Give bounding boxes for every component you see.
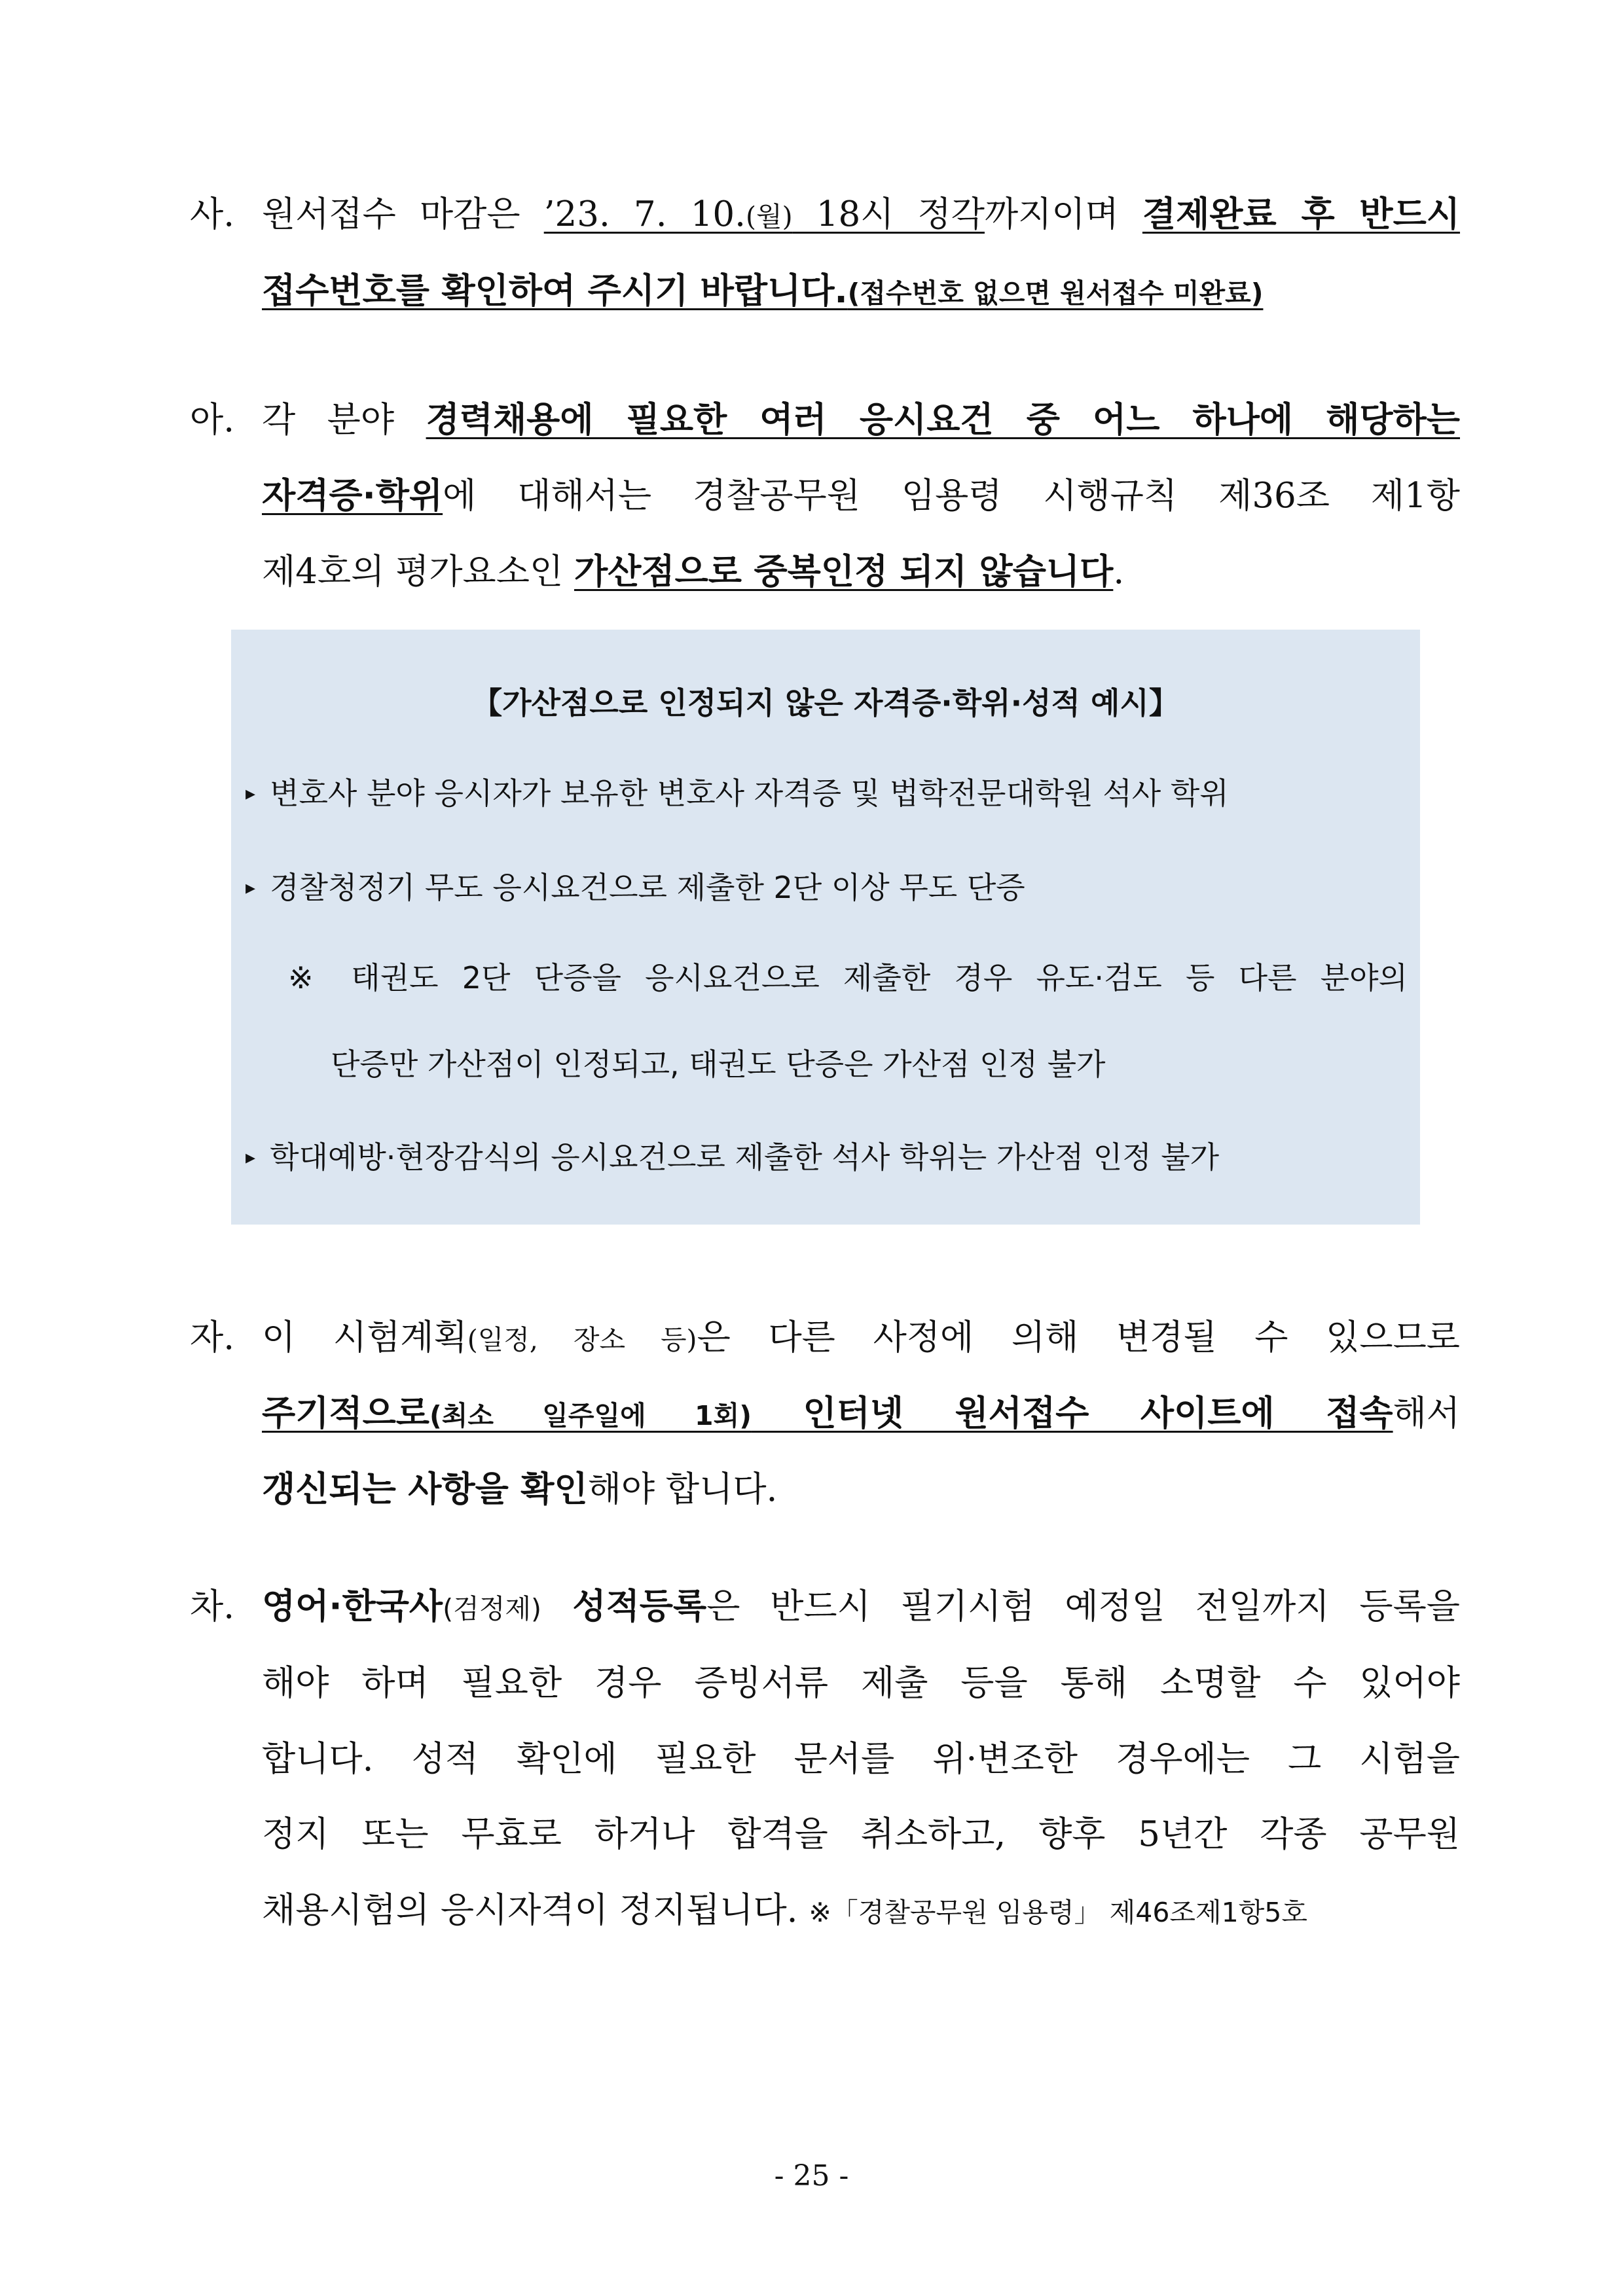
a-line-3: 제4호의 평가요소인 가산점으로 중복인정 되지 않습니다. — [262, 552, 1125, 592]
receipt-number-notice: 접수번호를 확인하여 주시기 바랍니다.(접수번호 없으면 원서접수 미완료) — [262, 271, 1264, 311]
sa-line-2 — [262, 268, 1263, 316]
ja-line-3: 갱신되는 사항을 확인해야 합니다. — [262, 1469, 778, 1509]
section-marker-ja: 자. — [190, 1318, 235, 1357]
example-box — [231, 630, 1420, 1225]
deadline-date: ’23. 7. 10.(월) 18시 정각 — [543, 194, 985, 234]
a-line-1: 각 분야 경력채용에 필요한 여러 응시요건 중 어느 하나에 해당하는 — [262, 400, 1460, 440]
example-item-1: ▸ 변호사 분야 응시자가 보유한 변호사 자격증 및 법학전문대학원 석사 학위 — [246, 774, 1229, 814]
cha-line-2: 해야 하며 필요한 경우 증빙서류 제출 등을 통해 소명할 수 있어야 — [262, 1663, 1460, 1703]
bullet-triangle-icon: ▸ — [246, 782, 256, 805]
example-note-line-2: 단증만 가산점이 인정되고, 태권도 단증은 가산점 인정 불가 — [331, 1047, 1106, 1082]
example-note-line-1: ※ 태권도 2단 단증을 응시요건으로 제출한 경우 유도·검도 등 다른 분야의 — [288, 960, 1408, 996]
cha-line-4: 정지 또는 무효로 하거나 합격을 취소하고, 향후 5년간 각종 공무원 — [262, 1814, 1460, 1854]
sa-line-1: 원서접수 마감은 ’23. 7. 10.(월) 18시 정각까지이며 결제완료 후 반드시 — [262, 194, 1461, 234]
example-item-3: ▸ 학대예방·현장감식의 응시요건으로 제출한 석사 학위는 가산점 인정 불가 — [246, 1138, 1219, 1177]
payment-notice: 결제완료 후 반드시 — [1142, 194, 1461, 234]
cha-line-3: 합니다. 성적 확인에 필요한 문서를 위·변조한 경우에는 그 시험을 — [262, 1739, 1460, 1779]
ja-line-1: 이 시험계획(일정, 장소 등)은 다른 사정에 의해 변경될 수 있으므로 — [262, 1318, 1460, 1357]
page-number: - 25 - — [774, 2159, 849, 2193]
cha-line-1: 영어·한국사(검정제) 성적등록은 반드시 필기시험 예정일 전일까지 등록을 — [262, 1587, 1460, 1626]
a-line-2: 자격증·학위에 대해서는 경찰공무원 임용령 시행규칙 제36조 제1항 — [262, 476, 1460, 516]
legal-reference: ※「경찰공무원 임용령」 제46조제1항5호 — [809, 1897, 1307, 1928]
example-item-2: ▸ 경찰청정기 무도 응시요건으로 제출한 2단 이상 무도 단증 — [246, 868, 1025, 908]
cha-line-5: 채용시험의 응시자격이 정지됩니다. ※「경찰공무원 임용령」 제46조제1항5호 — [262, 1890, 1307, 1930]
example-box-title: 【가산점으로 인정되지 않은 자격증·학위·성적 예시】 — [472, 685, 1179, 721]
section-marker-cha: 차. — [190, 1587, 235, 1626]
section-marker-sa: 사. — [190, 194, 235, 234]
bullet-triangle-icon: ▸ — [246, 1146, 256, 1169]
section-marker-a: 아. — [190, 400, 235, 440]
bullet-triangle-icon: ▸ — [246, 876, 256, 899]
ja-line-2: 주기적으로(최소 일주일에 1회) 인터넷 원서접수 사이트에 접속해서 — [262, 1393, 1460, 1433]
